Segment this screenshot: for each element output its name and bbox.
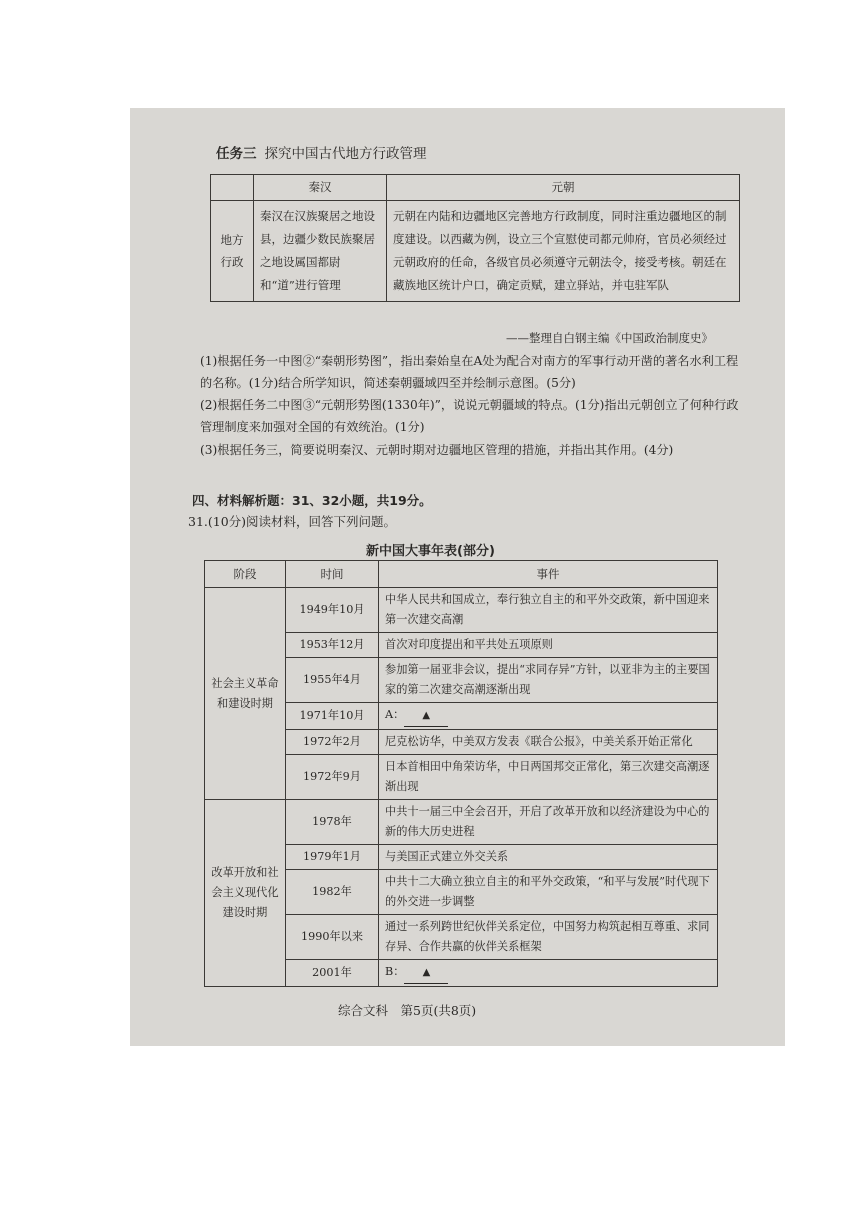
chron-header-time: 时间 (286, 561, 379, 588)
table-row-time: 1949年10月 (286, 588, 379, 633)
task3-row-label: 地方行政 (211, 201, 254, 302)
task3-yuan-cell: 元朝在内陆和边疆地区完善地方行政制度，同时注重边疆地区的制度建设。以西藏为例，设立三个宣慰使司都元帅府，官员必须经过元朝政府的任命，各级官员必须遵守元朝法令，接受考核。朝廷在藏族地区统计户口，确定贡赋，建立驿站，并屯驻军队 (387, 201, 740, 302)
table-row-event: 与美国正式建立外交关系 (379, 845, 718, 870)
task3-table (210, 174, 740, 302)
chronology-table (204, 560, 718, 987)
task3-heading (216, 142, 427, 162)
question-2: (2)根据任务二中图③“元朝形势图(1330年)”，说说元朝疆域的特点。(1分)指出元朝创立了何种行政管理制度来加强对全国的有效统治。(1分) (200, 398, 739, 434)
table-row-event: 尼克松访华，中美双方发表《联合公报》，中美关系开始正常化 (379, 730, 718, 755)
table-row-time: 1979年1月 (286, 845, 379, 870)
page-footer: 综合文科 第5页(共8页) (338, 1003, 477, 1018)
task3-source: ——整理自白钢主编《中国政治制度史》 (506, 331, 713, 345)
table-row-time: 1972年9月 (286, 755, 379, 800)
table-row-time: 2001年 (286, 960, 379, 987)
table-row-event: 通过一系列跨世纪伙伴关系定位，中国努力构筑起相互尊重、求同存异、合作共赢的伙伴关系框架 (379, 915, 718, 960)
table-row-event: 首次对印度提出和平共处五项原则 (379, 633, 718, 658)
task3-title: 探究中国古代地方行政管理 (264, 146, 427, 162)
table-row-event: 中华人民共和国成立，奉行独立自主的和平外交政策，新中国迎来第一次建交高潮 (379, 588, 718, 633)
table-row-time: 1982年 (286, 870, 379, 915)
table-row-time: 1955年4月 (286, 658, 379, 703)
task3-header-yuan: 元朝 (387, 175, 740, 201)
question-3: (3)根据任务三，简要说明秦汉、元朝时期对边疆地区管理的措施，并指出其作用。(4分) (200, 443, 674, 457)
table-row-time: 1972年2月 (286, 730, 379, 755)
table-row-event: 日本首相田中角荣访华，中日两国邦交正常化，第三次建交高潮逐渐出现 (379, 755, 718, 800)
table-row-event: 参加第一届亚非会议，提出“求同存异”方针，以亚非为主的主要国家的第二次建交高潮逐渐出现 (379, 658, 718, 703)
stage-socialist-construction: 社会主义革命和建设时期 (205, 588, 286, 800)
answer-blank-b: ▲ (404, 963, 448, 984)
task3-corner-cell (211, 175, 254, 201)
blank-label-a: A： (385, 708, 405, 721)
chronology-title: 新中国大事年表(部分) (366, 544, 495, 559)
table-row-event: 中共十一届三中全会召开，开启了改革开放和以经济建设为中心的新的伟大历史进程 (379, 800, 718, 845)
table-row-time: 1953年12月 (286, 633, 379, 658)
chron-header-stage: 阶段 (205, 561, 286, 588)
section4-heading: 四、材料解析题：31、32小题，共19分。 (192, 493, 432, 508)
table-row-time: 1978年 (286, 800, 379, 845)
question-1: (1)根据任务一中图②“秦朝形势图”，指出秦始皇在A处为配合对南方的军事行动开凿的著名水利工程的名称。(1分)结合所学知识，简述秦朝疆域四至并绘制示意图。(5分) (200, 354, 739, 390)
task3-header-qinhan: 秦汉 (254, 175, 387, 201)
exam-page (130, 108, 785, 1046)
answer-blank-row-b (379, 960, 718, 987)
task3-label: 任务三 (216, 146, 257, 162)
chron-header-event: 事件 (379, 561, 718, 588)
stage-reform-opening: 改革开放和社会主义现代化建设时期 (205, 800, 286, 987)
question-31: 31.(10分)阅读材料，回答下列问题。 (188, 514, 397, 529)
task3-qinhan-cell: 秦汉在汉族聚居之地设县，边疆少数民族聚居之地设属国都尉和“道”进行管理 (254, 201, 387, 302)
blank-label-b: B： (385, 965, 405, 978)
table-row-time: 1990年以来 (286, 915, 379, 960)
answer-blank-a: ▲ (404, 706, 448, 727)
table-row-event: 中共十二大确立独立自主的和平外交政策，“和平与发展”时代现下的外交进一步调整 (379, 870, 718, 915)
table-row-time: 1971年10月 (286, 703, 379, 730)
answer-blank-row-a (379, 703, 718, 730)
